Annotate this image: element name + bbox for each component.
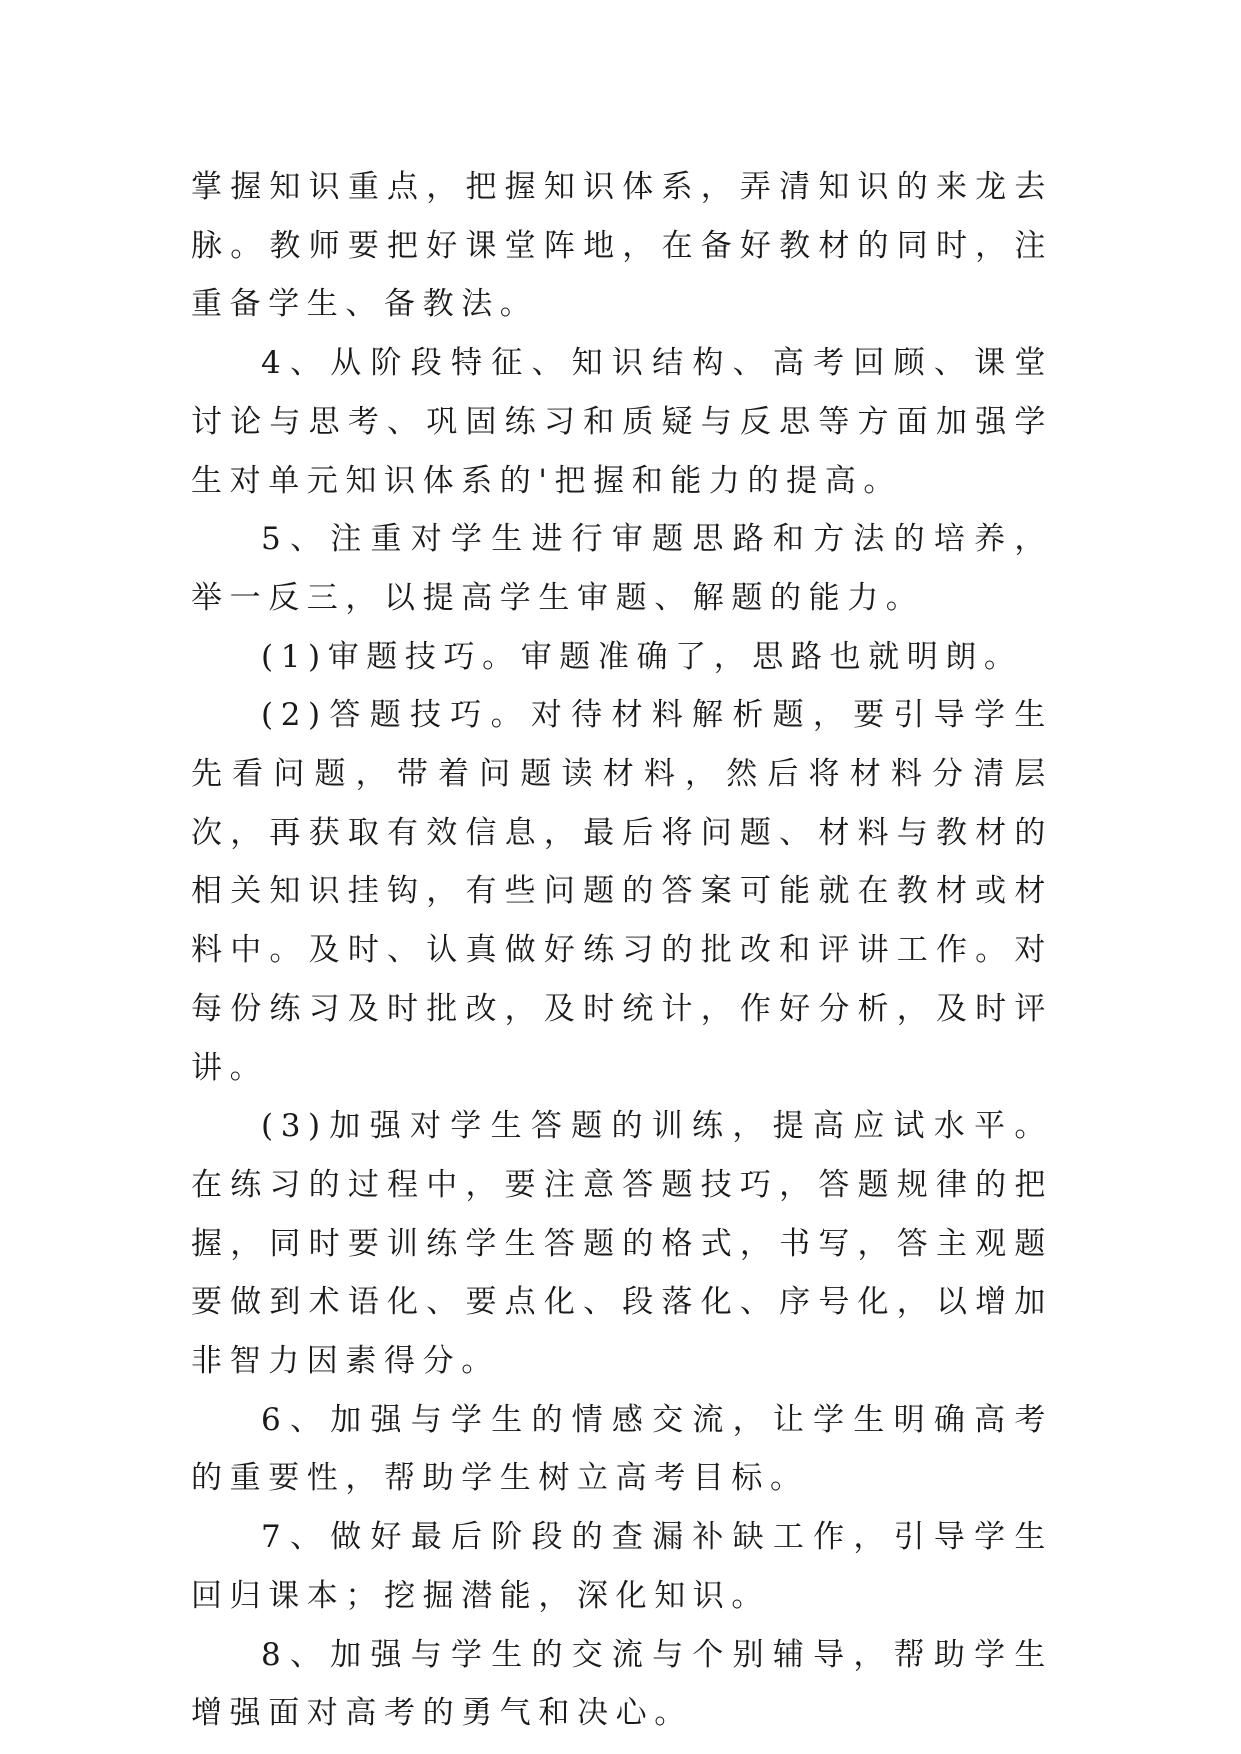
paragraph-item-8: 8、加强与学生的交流与个别辅导，帮助学生增强面对高考的勇气和决心。 xyxy=(191,1636,1053,1732)
paragraph-item-7: 7、做好最后阶段的查漏补缺工作，引导学生回归课本；挖掘潜能，深化知识。 xyxy=(191,1519,1053,1614)
paragraph-subitem-1: (1)审题技巧。审题准确了，思路也就明朗。 xyxy=(261,638,1023,675)
document-body xyxy=(191,158,1053,1743)
paragraph-continuation: 掌握知识重点，把握知识体系，弄清知识的来龙去脉。教师要把好课堂阵地，在备好教材的同时，注重备学生、备教法。 xyxy=(191,169,1053,323)
paragraph-item-4: 4、从阶段特征、知识结构、高考回顾、课堂讨论与思考、巩固练习和质疑与反思等方面加强学生对单元知识体系的'把握和能力的提高。 xyxy=(191,345,1053,499)
paragraph-item-6: 6、加强与学生的情感交流，让学生明确高考的重要性，帮助学生树立高考目标。 xyxy=(191,1401,1053,1497)
paragraph-item-5: 5、注重对学生进行审题思路和方法的培养，举一反三，以提高学生审题、解题的能力。 xyxy=(191,521,1053,616)
paragraph-subitem-3: (3)加强对学生答题的训练，提高应试水平。在练习的过程中，要注意答题技巧，答题规律的把握，同时要训练学生答题的格式，书写，答主观题要做到术语化、要点化、段落化、序号化，以增加非智力因素得分。 xyxy=(191,1108,1053,1380)
paragraph-subitem-2: (2)答题技巧。对待材料解析题，要引导学生先看问题，带着问题读材料，然后将材料分清层次，再获取有效信息，最后将问题、材料与教材的相关知识挂钩，有些问题的答案可能就在教材或材料中。及时、认真做好练习的批改和评讲工作。对每份练习及时批改，及时统计，作好分析，及时评讲。 xyxy=(191,697,1053,1086)
